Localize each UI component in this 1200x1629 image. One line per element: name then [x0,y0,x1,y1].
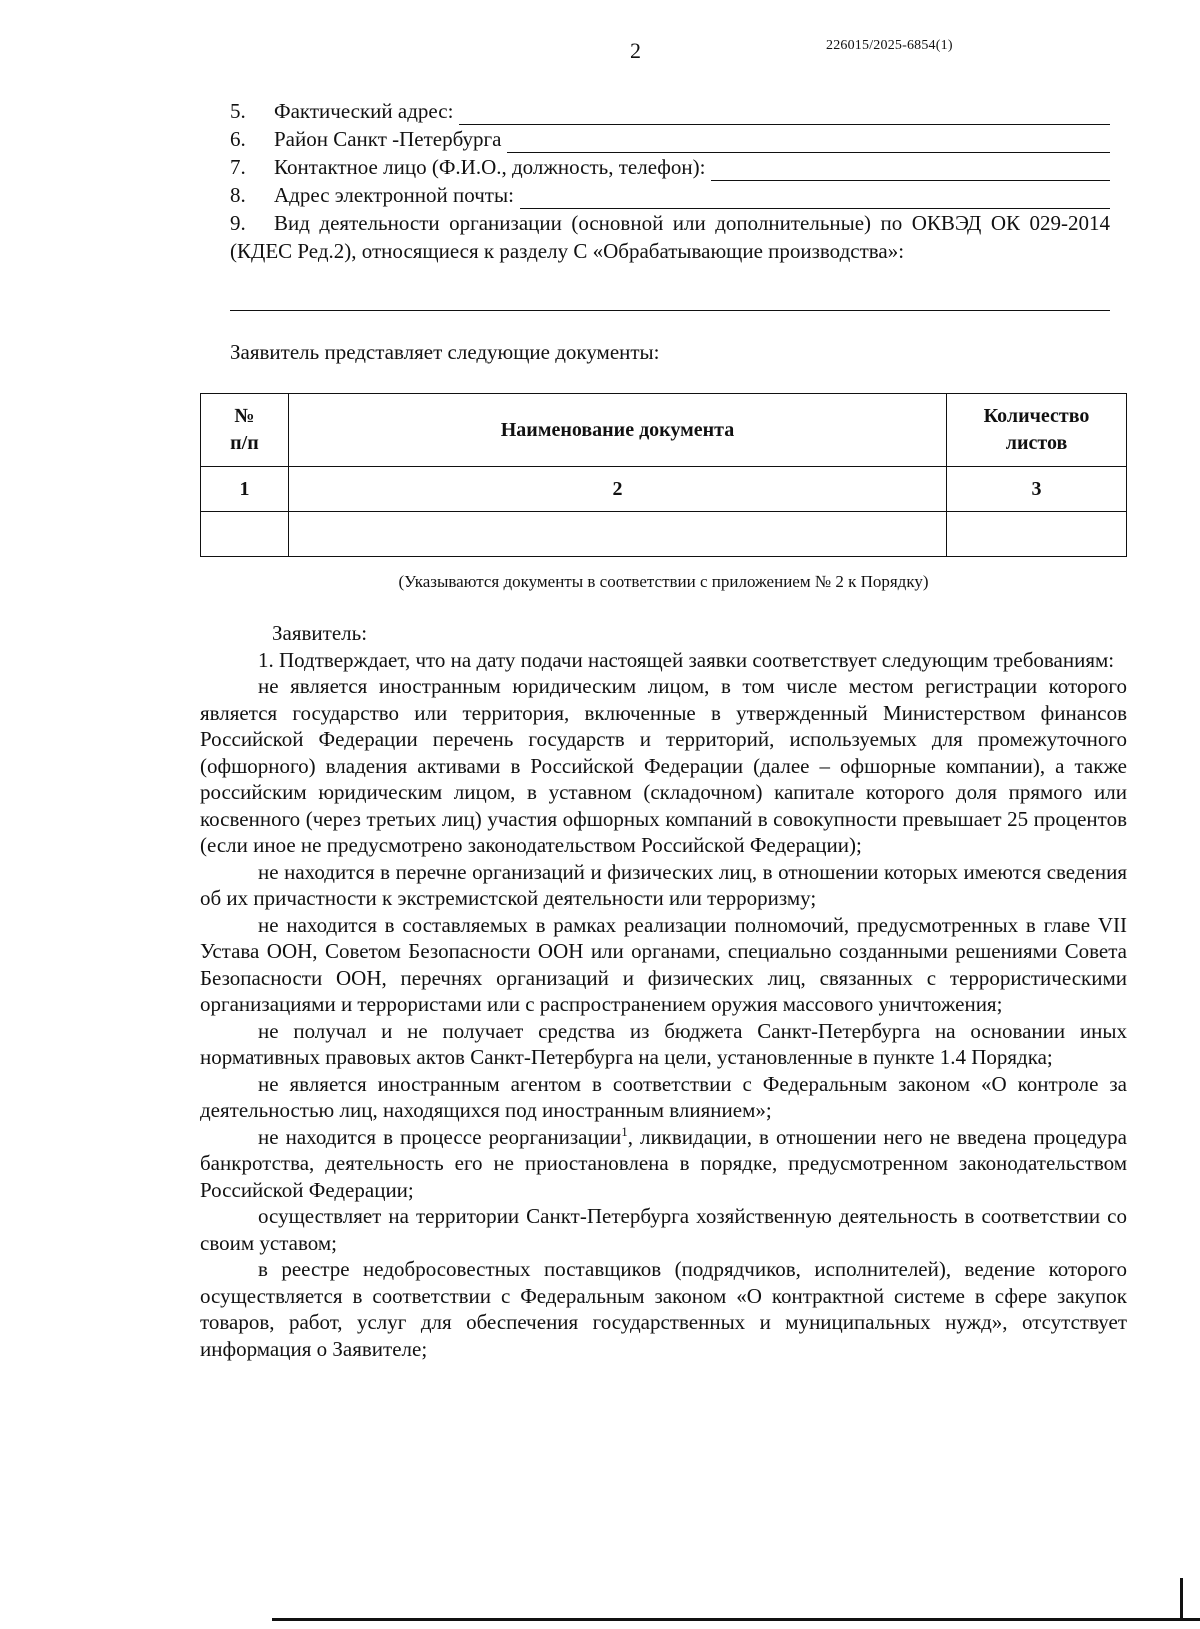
document-id: 226015/2025-6854(1) [826,38,953,53]
header-sheet-count: Количество листов [947,394,1127,467]
requirement-un-lists: не находится в составляемых в рамках реализации полномочий, предусмотренных в главе VII Устава ООН, Советом Безопасности ООН или органами, специально созданными решениями Совета Безопасности ООН, перечнях организаций и физических лиц, связанных с террористическими организациями и террористами или с распространением оружия массового уничтожения; [200,912,1127,1016]
field-label: Район Санкт -Петербурга [274,127,502,151]
table-note: (Указываются документы в соответствии с приложением № 2 к Порядку) [398,572,929,591]
table-cell: 3 [947,467,1127,512]
requirement-offshore: не является иностранным юридическим лицом, в том числе местом регистрации которого является государство или территория, включенные в утвержденный Министерством финансов Российской Федерации перечень государств и территорий, используемых для промежуточного (офшорного) владения активами в Российской Федерации (далее – офшорные компании), а также российским юридическим лицом, в уставном (складочном) капитале которого доля прямого или косвенного (через третьих лиц) участия офшорных компаний в совокупности превышает 25 процентов (если иное не предусмотрено законодательством Российской Федерации); [200,674,1127,857]
requirement-budget-funds: не получал и не получает средства из бюджета Санкт-Петербурга на основании иных нормативных правовых актов Санкт-Петербурга на цели, установленные в пункте 1.4 Порядка; [200,1018,1127,1069]
field-activity-type [230,209,1110,265]
footnote-marker: 1 [621,1123,628,1139]
header-number: № п/п [201,394,289,467]
requirement-unfair-suppliers: в реестре недобросовестных поставщиков (подрядчиков, исполнителей), ведение которого осуществляется в соответствии с Федеральным законом «О контрактной системе в сфере закупок товаров, работ, услуг для обеспечения государственных и муниципальных нужд», отсутствует информация о Заявителе; [200,1257,1127,1361]
requirement-text: , ликвидации, в отношении него не введена процедура банкротства, деятельность его не приостановлена в порядке, предусмотренном законодательством Российской Федерации; [200,1124,1127,1202]
documents-intro: Заявитель представляет следующие документы: [230,340,660,364]
documents-table [200,393,1127,557]
header-document-name: Наименование документа [288,394,946,467]
requirement-foreign-agent: не является иностранным агентом в соответствии с Федеральным законом «О контроле за деятельностью лиц, находящихся под иностранным влиянием»; [200,1071,1127,1122]
applicant-heading: Заявитель: [272,621,368,645]
field-email [230,181,1110,209]
fill-in-line [459,102,1110,125]
field-number: 9. [230,211,246,235]
requirement-extremism: не находится в перечне организаций и физических лиц, в отношении которых имеются сведения об их причастности к экстремистской деятельности или терроризму; [200,859,1127,910]
requirement-text: не находится в процессе реорганизации [258,1124,622,1149]
field-number: 7. [230,155,246,179]
field-contact-person [230,153,1110,181]
table-cell: 1 [201,467,289,512]
field-label: Адрес электронной почты: [274,183,514,207]
field-label: Контактное лицо (Ф.И.О., должность, телефон): [274,155,706,179]
table-row [201,467,1127,512]
field-actual-address [230,97,1110,125]
table-cell: 2 [288,467,946,512]
scan-edge-line [1180,1578,1183,1618]
field-number: 6. [230,127,246,151]
fill-in-line [230,310,1110,311]
field-district [230,125,1110,153]
clause-1: 1. Подтверждает, что на дату подачи настоящей заявки соответствует следующим требованиям: [258,647,1115,672]
fill-in-line [507,130,1110,153]
field-label: Вид деятельности организации (основной или дополнительные) по ОКВЭД ОК 029-2014 (КДЕС Ред.2), относящиеся к разделу С «Обрабатывающие производства»: [230,211,1110,263]
table-cell [288,512,946,557]
table-row [201,512,1127,557]
applicant-fields [230,97,1110,265]
field-label: Фактический адрес: [274,99,454,123]
table-header-row [201,394,1127,467]
fill-in-line [711,158,1110,181]
field-number: 5. [230,99,246,123]
scan-edge-line [272,1618,1200,1621]
declaration-body [200,620,1127,1362]
field-number: 8. [230,183,246,207]
requirement-reorganization [200,1124,1127,1204]
page-number: 2 [630,38,641,63]
fill-in-line [520,186,1110,209]
table-cell [947,512,1127,557]
table-cell [201,512,289,557]
requirement-activity: осуществляет на территории Санкт-Петербурга хозяйственную деятельность в соответствии со своим уставом; [200,1204,1127,1255]
